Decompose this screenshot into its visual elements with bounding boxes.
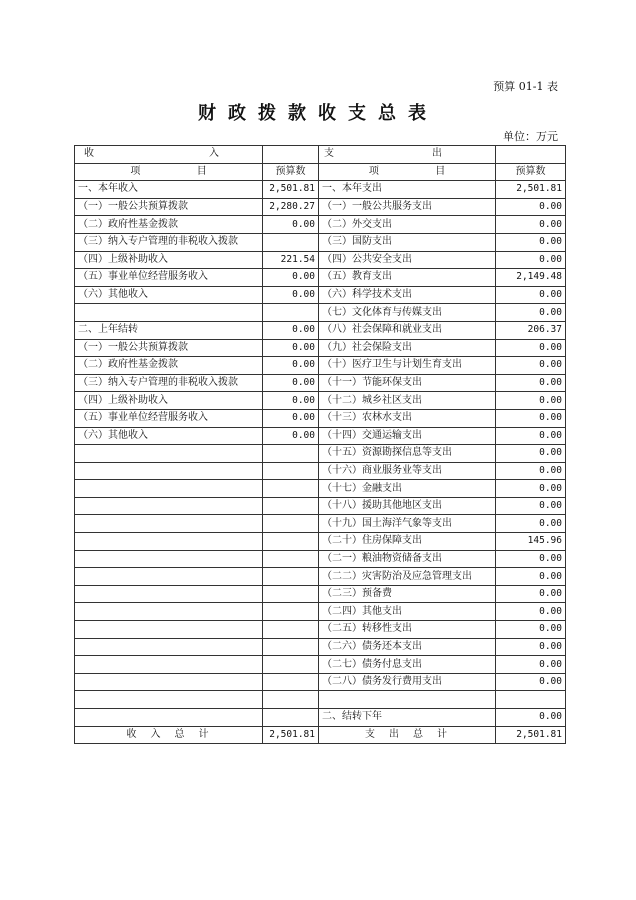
- expense-value-cell: 0.00: [496, 462, 566, 480]
- income-value-cell: 0.00: [263, 216, 319, 234]
- income-item-cell: [75, 603, 263, 621]
- expense-value-cell: 0.00: [496, 339, 566, 357]
- income-total-value: 2,501.81: [263, 726, 319, 744]
- expense-value-cell: 206.37: [496, 321, 566, 339]
- table-row: [75, 339, 566, 357]
- table-row: [75, 462, 566, 480]
- table-row: [75, 233, 566, 251]
- expense-item-cell: （二七）债务付息支出: [319, 656, 496, 674]
- unit-label: 单位：万元: [503, 130, 558, 143]
- income-item-cell: [75, 673, 263, 691]
- expense-item-cell: （九）社会保险支出: [319, 339, 496, 357]
- table-row: [75, 198, 566, 216]
- table-row: [75, 181, 566, 199]
- income-item-cell: 一、本年收入: [75, 181, 263, 199]
- income-value-cell: [263, 691, 319, 709]
- table-row: [75, 304, 566, 322]
- income-value-cell: 0.00: [263, 321, 319, 339]
- expense-section-header: [319, 146, 496, 164]
- expense-value-cell: 0.00: [496, 233, 566, 251]
- income-item-cell: （四）上级补助收入: [75, 392, 263, 410]
- table-row: [75, 550, 566, 568]
- income-value-cell: 2,280.27: [263, 198, 319, 216]
- expense-item-cell: （三）国防支出: [319, 233, 496, 251]
- expense-total-label: 支 出 总 计: [319, 726, 496, 744]
- income-value-cell: [263, 304, 319, 322]
- expense-value-cell: 0.00: [496, 304, 566, 322]
- income-value-cell: [263, 533, 319, 551]
- income-item-cell: （一）一般公共预算拨款: [75, 339, 263, 357]
- expense-item-cell: （二二）灾害防治及应急管理支出: [319, 568, 496, 586]
- income-item-cell: [75, 533, 263, 551]
- expense-value-cell: 0.00: [496, 621, 566, 639]
- table-row: [75, 533, 566, 551]
- table-row: [75, 568, 566, 586]
- table-row: [75, 621, 566, 639]
- income-header-right: 入: [209, 148, 219, 160]
- income-item-cell: [75, 656, 263, 674]
- income-value-cell: 221.54: [263, 251, 319, 269]
- budget-table-body: [75, 146, 566, 744]
- expense-item-cell: （二三）预备费: [319, 585, 496, 603]
- income-item-cell: [75, 638, 263, 656]
- expense-item-header-left: 项: [368, 165, 379, 177]
- expense-item-cell: （七）文化体育与传媒支出: [319, 304, 496, 322]
- income-item-cell: [75, 445, 263, 463]
- expense-value-cell: 2,149.48: [496, 269, 566, 287]
- expense-value-cell: 0.00: [496, 392, 566, 410]
- table-row: [75, 638, 566, 656]
- income-value-cell: [263, 480, 319, 498]
- table-row: [75, 709, 566, 727]
- income-value-cell: [263, 709, 319, 727]
- income-item-cell: [75, 621, 263, 639]
- expense-item-cell: （二六）债务还本支出: [319, 638, 496, 656]
- income-value-cell: [263, 497, 319, 515]
- expense-item-header: [319, 163, 496, 181]
- table-row: [75, 392, 566, 410]
- page-title: 财政拨款收支总表: [198, 103, 438, 124]
- expense-item-cell: （二十）住房保障支出: [319, 533, 496, 551]
- expense-value-cell: [496, 691, 566, 709]
- income-item-cell: （五）事业单位经营服务收入: [75, 269, 263, 287]
- totals-row: [75, 726, 566, 744]
- income-value-cell: [263, 568, 319, 586]
- income-value-cell: 0.00: [263, 269, 319, 287]
- section-header-row: [75, 146, 566, 164]
- income-item-cell: [75, 480, 263, 498]
- income-value-cell: 2,501.81: [263, 181, 319, 199]
- expense-item-cell: （十三）农林水支出: [319, 409, 496, 427]
- expense-item-cell: （十一）节能环保支出: [319, 374, 496, 392]
- expense-value-cell: 0.00: [496, 216, 566, 234]
- income-value-cell: [263, 621, 319, 639]
- expense-value-cell: 0.00: [496, 445, 566, 463]
- expense-item-cell: （二五）转移性支出: [319, 621, 496, 639]
- table-row: [75, 497, 566, 515]
- income-budget-header: 预算数: [263, 163, 319, 181]
- income-value-cell: [263, 638, 319, 656]
- income-value-cell: 0.00: [263, 392, 319, 410]
- income-item-cell: [75, 462, 263, 480]
- expense-budget-header: 预算数: [496, 163, 566, 181]
- expense-item-cell: （二一）粮油物资储备支出: [319, 550, 496, 568]
- table-row: [75, 251, 566, 269]
- table-row: [75, 374, 566, 392]
- expense-item-cell: 一、本年支出: [319, 181, 496, 199]
- expense-item-cell: （五）教育支出: [319, 269, 496, 287]
- income-item-cell: （六）其他收入: [75, 286, 263, 304]
- expense-header-right: 出: [432, 148, 442, 160]
- income-section-header: [75, 146, 263, 164]
- table-row: [75, 445, 566, 463]
- income-item-cell: （三）纳入专户管理的非税收入拨款: [75, 374, 263, 392]
- expense-item-cell: （十九）国土海洋气象等支出: [319, 515, 496, 533]
- income-item-cell: （五）事业单位经营服务收入: [75, 409, 263, 427]
- income-item-cell: [75, 515, 263, 533]
- expense-item-cell: （二四）其他支出: [319, 603, 496, 621]
- expense-header-left: 支: [324, 148, 334, 160]
- income-value-cell: [263, 585, 319, 603]
- expense-item-cell: （十四）交通运输支出: [319, 427, 496, 445]
- expense-value-cell: 0.00: [496, 656, 566, 674]
- form-code: 预算 01-1 表: [493, 80, 558, 93]
- expense-value-cell: 0.00: [496, 585, 566, 603]
- income-item-cell: 二、上年结转: [75, 321, 263, 339]
- table-row: [75, 480, 566, 498]
- expense-item-cell: （四）公共安全支出: [319, 251, 496, 269]
- expense-value-cell: 0.00: [496, 286, 566, 304]
- expense-header-blank: [496, 146, 566, 164]
- expense-value-cell: 0.00: [496, 638, 566, 656]
- table-row: [75, 585, 566, 603]
- income-value-cell: [263, 673, 319, 691]
- income-item-header-right: 目: [196, 165, 207, 177]
- expense-item-cell: （十二）城乡社区支出: [319, 392, 496, 410]
- expense-item-cell: （二）外交支出: [319, 216, 496, 234]
- income-value-cell: [263, 515, 319, 533]
- expense-total-value: 2,501.81: [496, 726, 566, 744]
- expense-value-cell: 0.00: [496, 427, 566, 445]
- table-row: [75, 515, 566, 533]
- expense-item-cell: （十八）援助其他地区支出: [319, 497, 496, 515]
- income-item-cell: （二）政府性基金拨款: [75, 357, 263, 375]
- table-row: [75, 286, 566, 304]
- expense-value-cell: 0.00: [496, 357, 566, 375]
- table-row: [75, 409, 566, 427]
- expense-value-cell: 0.00: [496, 251, 566, 269]
- income-total-label: 收 入 总 计: [75, 726, 263, 744]
- expense-value-cell: 0.00: [496, 497, 566, 515]
- table-row: [75, 691, 566, 709]
- expense-item-cell: （十五）资源勘探信息等支出: [319, 445, 496, 463]
- income-value-cell: 0.00: [263, 286, 319, 304]
- income-item-cell: [75, 304, 263, 322]
- expense-value-cell: 2,501.81: [496, 181, 566, 199]
- income-value-cell: [263, 656, 319, 674]
- expense-value-cell: 0.00: [496, 515, 566, 533]
- income-value-cell: 0.00: [263, 357, 319, 375]
- income-header-blank: [263, 146, 319, 164]
- income-value-cell: 0.00: [263, 427, 319, 445]
- expense-value-cell: 0.00: [496, 603, 566, 621]
- expense-item-cell: （十六）商业服务业等支出: [319, 462, 496, 480]
- expense-value-cell: 0.00: [496, 409, 566, 427]
- expense-item-cell: （六）科学技术支出: [319, 286, 496, 304]
- expense-value-cell: 0.00: [496, 198, 566, 216]
- income-item-cell: [75, 497, 263, 515]
- income-item-header-left: 项: [130, 165, 141, 177]
- income-value-cell: 0.00: [263, 374, 319, 392]
- income-item-cell: [75, 568, 263, 586]
- expense-item-cell: （二八）债务发行费用支出: [319, 673, 496, 691]
- income-value-cell: [263, 233, 319, 251]
- income-item-cell: [75, 709, 263, 727]
- income-value-cell: 0.00: [263, 409, 319, 427]
- income-item-header: [75, 163, 263, 181]
- income-value-cell: [263, 462, 319, 480]
- income-header-left: 收: [84, 148, 94, 160]
- income-item-cell: [75, 550, 263, 568]
- table-row: [75, 427, 566, 445]
- budget-table: [74, 145, 566, 744]
- income-item-cell: （六）其他收入: [75, 427, 263, 445]
- income-value-cell: [263, 550, 319, 568]
- table-row: [75, 216, 566, 234]
- income-value-cell: [263, 603, 319, 621]
- income-item-cell: （四）上级补助收入: [75, 251, 263, 269]
- income-value-cell: [263, 445, 319, 463]
- expense-item-cell: （十）医疗卫生与计划生育支出: [319, 357, 496, 375]
- expense-value-cell: 0.00: [496, 374, 566, 392]
- income-item-cell: （三）纳入专户管理的非税收入拨款: [75, 233, 263, 251]
- income-value-cell: 0.00: [263, 339, 319, 357]
- expense-value-cell: 0.00: [496, 709, 566, 727]
- expense-value-cell: 145.96: [496, 533, 566, 551]
- table-row: [75, 603, 566, 621]
- income-item-cell: [75, 585, 263, 603]
- expense-item-header-right: 目: [435, 165, 446, 177]
- table-row: [75, 357, 566, 375]
- expense-item-cell: [319, 691, 496, 709]
- table-row: [75, 321, 566, 339]
- expense-value-cell: 0.00: [496, 480, 566, 498]
- income-item-cell: [75, 691, 263, 709]
- table-row: [75, 656, 566, 674]
- expense-value-cell: 0.00: [496, 568, 566, 586]
- expense-item-cell: （十七）金融支出: [319, 480, 496, 498]
- column-header-row: [75, 163, 566, 181]
- expense-item-cell: （八）社会保障和就业支出: [319, 321, 496, 339]
- expense-value-cell: 0.00: [496, 550, 566, 568]
- expense-item-cell: （一）一般公共服务支出: [319, 198, 496, 216]
- expense-item-cell: 二、结转下年: [319, 709, 496, 727]
- expense-value-cell: 0.00: [496, 673, 566, 691]
- income-item-cell: （二）政府性基金拨款: [75, 216, 263, 234]
- table-row: [75, 673, 566, 691]
- income-item-cell: （一）一般公共预算拨款: [75, 198, 263, 216]
- table-row: [75, 269, 566, 287]
